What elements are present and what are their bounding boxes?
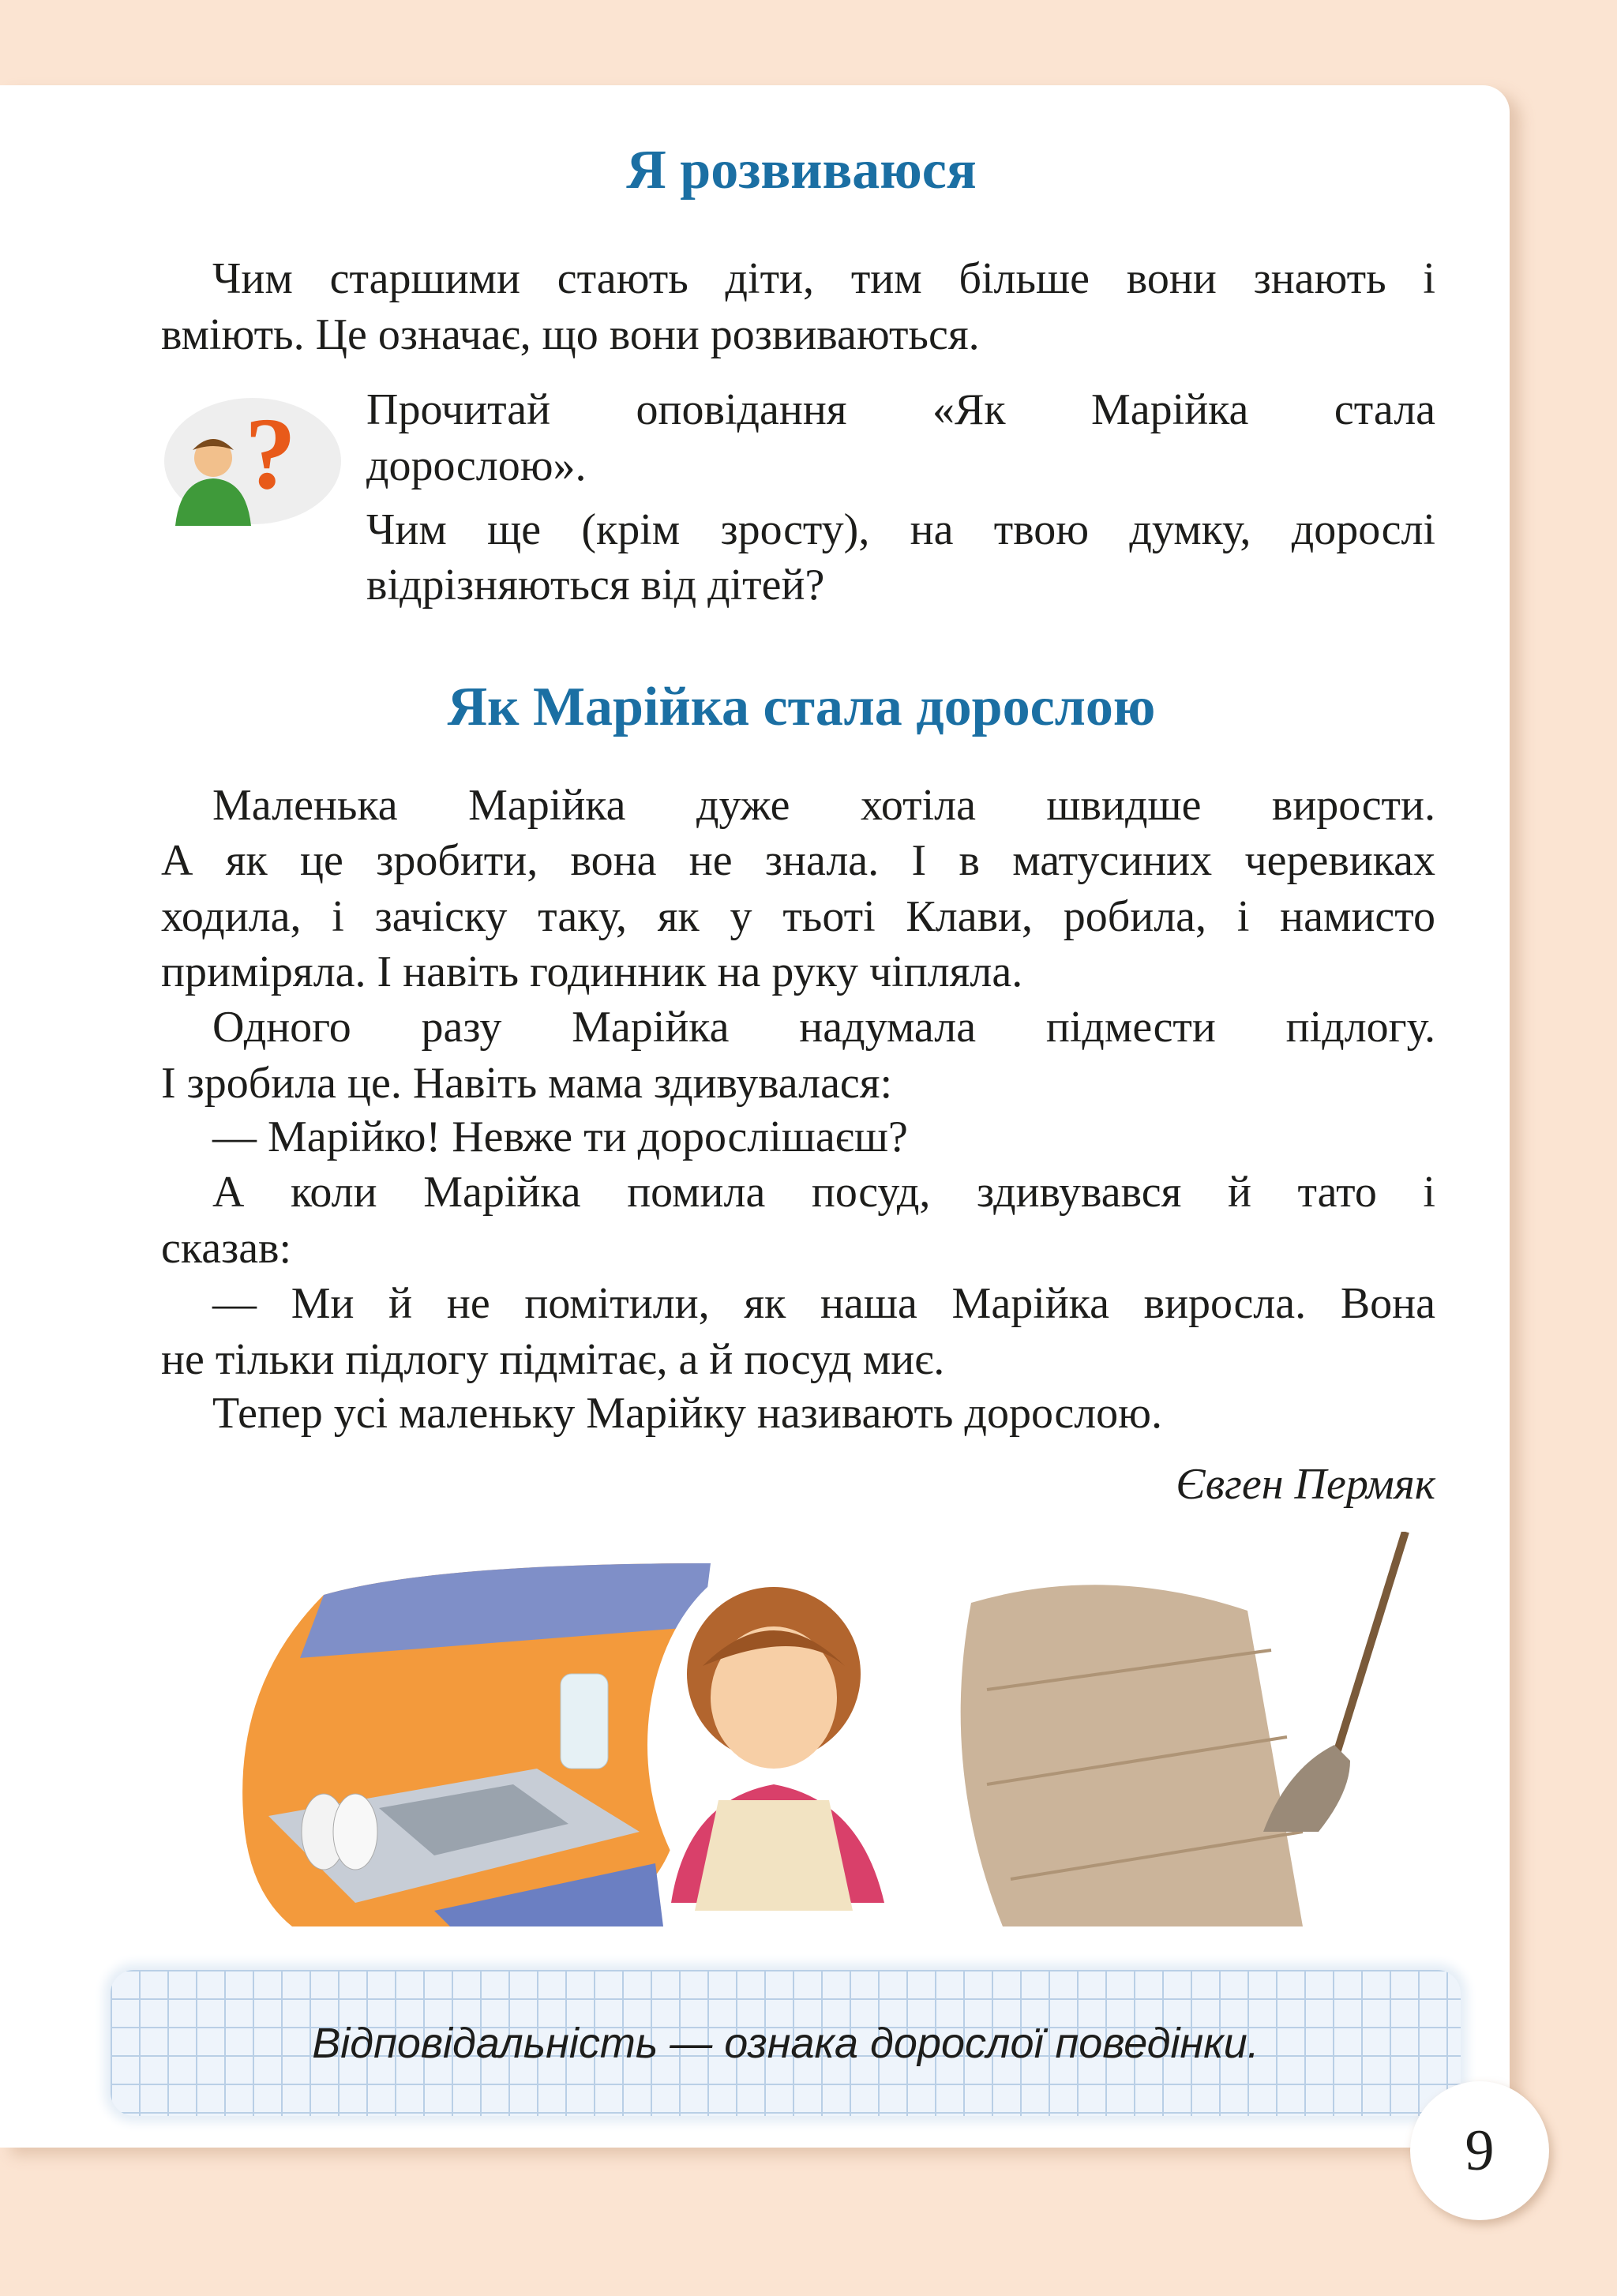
story-line: Одного разу Марійка надумала підмести підлогу. xyxy=(212,1003,1435,1052)
intro-line: вміють. Це означає, що вони розвиваються. xyxy=(161,310,980,359)
task-line: дорослою». xyxy=(366,441,587,490)
intro-line: Чим старшими стають діти, тим більше вони знають і xyxy=(212,254,1435,303)
motto-banner xyxy=(111,1970,1461,2116)
task-line: Прочитай оповідання «Як Марійка стала xyxy=(366,385,1435,434)
question-person-icon xyxy=(158,393,341,529)
page-number: 9 xyxy=(1410,2081,1549,2220)
svg-text:?: ? xyxy=(245,397,296,511)
story-illustration xyxy=(197,1532,1429,1942)
story-line: Тепер усі маленьку Марійку називають дорослою. xyxy=(212,1389,1162,1438)
story-line: не тільки підлогу підмітає, а й посуд миє. xyxy=(161,1335,945,1384)
motto-text: Відповідальність — ознака дорослої поведінки. xyxy=(312,2020,1259,2067)
story-title: Як Марійка стала дорослою xyxy=(447,677,1156,737)
story-line: сказав: xyxy=(161,1224,292,1273)
story-line: ходила, і зачіску таку, як у тьоті Клави, робила, і намисто xyxy=(161,892,1435,941)
story-line: — Ми й не помітили, як наша Марійка виросла. Вона xyxy=(212,1279,1435,1328)
story-line: А коли Марійка помила посуд, здивувався й тато і xyxy=(212,1168,1435,1217)
story-line: — Марійко! Невже ти дорослішаєш? xyxy=(212,1112,908,1161)
story-line: І зробила це. Навіть мама здивувалася: xyxy=(161,1059,893,1108)
story-line: Маленька Марійка дуже хотіла швидше вирости. xyxy=(212,781,1435,830)
story-line: А як це зробити, вона не знала. І в матусиних черевиках xyxy=(161,836,1435,885)
story-author: Євген Пермяк xyxy=(1176,1460,1435,1509)
task-line: Чим ще (крім зросту), на твою думку, дорослі xyxy=(366,505,1435,554)
story-line: приміряла. І навіть годинник на руку чіпляла. xyxy=(161,947,1023,996)
section-title: Я розвиваюся xyxy=(626,140,977,201)
task-line: відрізняються від дітей? xyxy=(366,561,825,610)
